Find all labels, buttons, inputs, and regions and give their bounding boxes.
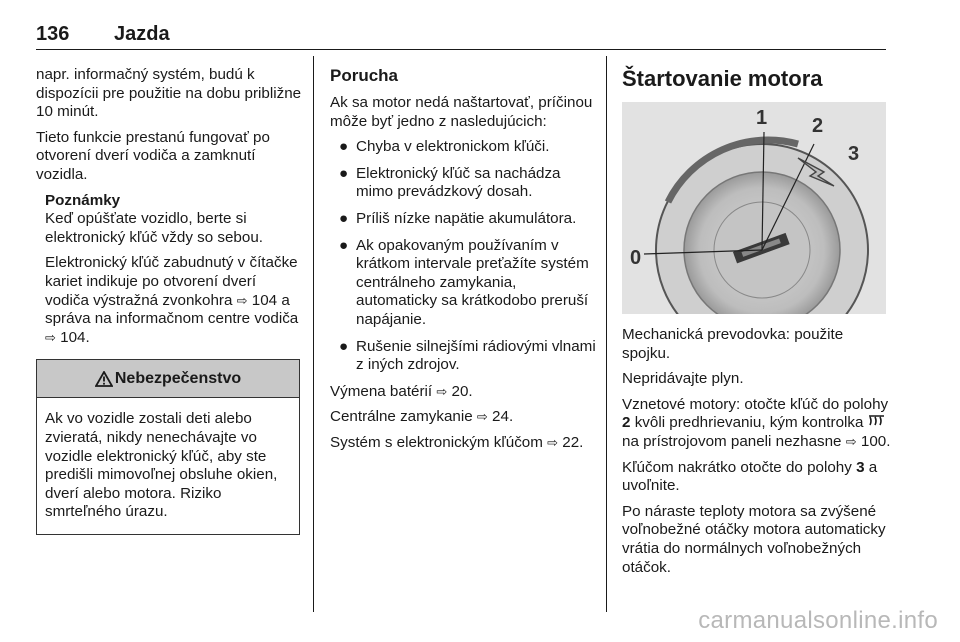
column-middle <box>330 66 598 460</box>
paragraph: Po náraste teploty motora sa zvýšené voľnobežné otáčky motora automaticky vrátia do normálnych voľnobežných otáčok. <box>622 502 886 576</box>
figure-label-1: 1 <box>756 107 768 129</box>
column-divider <box>313 56 314 612</box>
page-link[interactable]: 24. <box>492 408 514 426</box>
note-paragraph: Elektronický kľúč zabudnutý v čítačke kariet indikuje po otvorení dverí vodiča výstražná zvonkohra ⇨ 104 a správa na informačnom centre vodiča ⇨ 104. <box>45 254 299 346</box>
page-reference-arrow-icon: ⇨ <box>436 383 448 399</box>
warning-triangle-icon <box>95 371 113 387</box>
page-reference-arrow-icon: ⇨ <box>236 292 248 308</box>
page-reference-arrow-icon: ⇨ <box>547 434 559 450</box>
page-header <box>36 16 886 50</box>
paragraph: Kľúčom nakrátko otočte do polohy 3 a uvoľnite. <box>622 458 878 495</box>
paragraph: Ak sa motor nedá naštartovať, príčinou môže byť jedno z nasledujúcich: <box>330 94 593 130</box>
warning-text: Ak vo vozidle zostali deti alebo zvieratá, nikdy nenechávajte vo vozidle elektronický kľúč, aby ste predišli mimovoľnej obsluhe okien, dverí alebo motora. Riziko smrteľného úrazu. <box>45 410 278 521</box>
list-item: ● Rušenie silnejšími rádiovými vlnami z iných zdrojov. <box>339 337 596 374</box>
page-link[interactable]: 100. <box>860 432 891 450</box>
figure-label-3: 3 <box>848 143 860 165</box>
column-divider <box>606 56 607 612</box>
figure-label-0: 0 <box>630 247 642 269</box>
list-item: ● Príliš nízke napätie akumulátora. <box>339 209 577 227</box>
paragraph: Nepridávajte plyn. <box>622 370 744 388</box>
position-number: 3 <box>856 458 865 476</box>
list-item: ● Elektronický kľúč sa nachádza mimo prevádzkový dosah. <box>339 164 561 201</box>
column-right <box>622 66 892 584</box>
heading-starting-engine: Štartovanie motora <box>622 66 823 91</box>
list-item: ● Chyba v elektronickom kľúči. <box>339 138 550 156</box>
page-reference-arrow-icon: ⇨ <box>45 329 56 345</box>
page-reference-arrow-icon: ⇨ <box>845 433 857 449</box>
cross-reference: Systém s elektronickým kľúčom ⇨ 22. <box>330 433 584 451</box>
warning-header <box>37 360 299 398</box>
warning-title: Nebezpečenstvo <box>114 369 242 387</box>
paragraph: Mechanická prevodovka: použite spojku. <box>622 326 844 362</box>
ignition-switch-illustration <box>622 102 886 314</box>
figure-label-2: 2 <box>812 115 824 137</box>
note-section <box>45 192 302 348</box>
glow-plug-icon <box>868 414 886 431</box>
cross-reference: Výmena batérií ⇨ 20. <box>330 382 473 400</box>
page-reference-arrow-icon: ⇨ <box>476 409 488 425</box>
list-item: ● Ak opakovaným používaním v krátkom intervale preťažíte systém centrálneho zamykania, automaticky sa krátkodobo preruší napájanie. <box>339 236 589 328</box>
warning-box <box>36 359 300 535</box>
paragraph: Vznetové motory: otočte kľúč do polohy 2 kvôli predhrievaniu, kým kontrolka na prístrojovom paneli nezhasne ⇨ 100. <box>622 395 891 450</box>
position-number: 2 <box>622 414 631 432</box>
page-link[interactable]: 22. <box>562 433 584 451</box>
page-number: 136 <box>36 23 70 45</box>
paragraph: Tieto funkcie prestanú fungovať po otvorení dverí vodiča a zamknutí vozidla. <box>36 128 270 183</box>
heading-poruchа: Porucha <box>330 66 399 85</box>
bullet-list <box>330 138 598 375</box>
cross-reference: Centrálne zamykanie ⇨ 24. <box>330 408 514 426</box>
watermark: carmanualsonline.info <box>698 607 938 634</box>
page-link[interactable]: 104 <box>251 291 278 309</box>
page-link[interactable]: 20. <box>451 382 473 400</box>
ignition-figure <box>622 102 886 314</box>
paragraph: napr. informačný systém, budú k dispozícii pre použitie na dobu približne 10 minút. <box>36 66 302 121</box>
page-link[interactable]: 104. <box>60 328 90 346</box>
note-heading: Poznámky <box>45 191 121 209</box>
column-left <box>36 66 302 535</box>
section-title: Jazda <box>114 23 170 45</box>
note-paragraph: Keď opúšťate vozidlo, berte si elektronický kľúč vždy so sebou. <box>45 210 263 246</box>
